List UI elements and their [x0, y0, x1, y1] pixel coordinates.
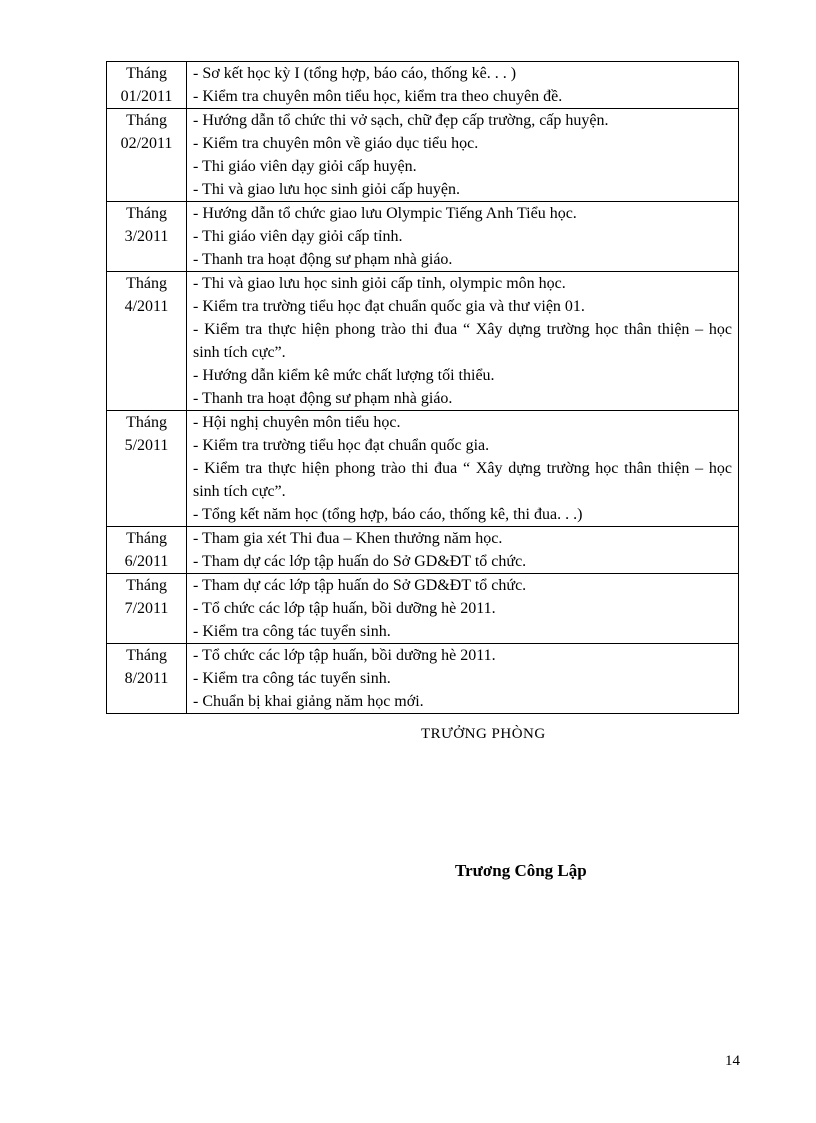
month-number: 6/2011	[124, 553, 169, 570]
month-cell	[107, 272, 187, 411]
month-cell	[107, 411, 187, 527]
month-label: Tháng	[126, 65, 167, 82]
task-item: - Tổ chức các lớp tập huấn, bồi dưỡng hè 2011.	[193, 600, 496, 617]
month-label: Tháng	[126, 205, 167, 222]
month-label: Tháng	[126, 414, 167, 431]
signature-name: Trương Công Lập	[455, 861, 587, 880]
task-item: - Kiểm tra chuyên môn về giáo dục tiểu học.	[193, 135, 479, 152]
task-item: - Thi giáo viên dạy giỏi cấp tỉnh.	[193, 228, 403, 245]
table-row	[107, 202, 739, 272]
tasks-cell	[187, 644, 739, 714]
task-item: - Tham gia xét Thi đua – Khen thưởng năm học.	[193, 530, 503, 547]
tasks-cell	[187, 202, 739, 272]
month-label: Tháng	[126, 112, 167, 129]
task-item: - Tổ chức các lớp tập huấn, bồi dưỡng hè 2011.	[193, 647, 496, 664]
task-item: - Hướng dẫn kiểm kê mức chất lượng tối thiểu.	[193, 367, 495, 384]
task-item: - Thi và giao lưu học sinh giỏi cấp tỉnh, olympic môn học.	[193, 275, 566, 292]
task-item: - Tham dự các lớp tập huấn do Sở GD&ĐT tổ chức.	[193, 553, 527, 570]
monthly-plan-table	[106, 61, 739, 714]
table-row	[107, 574, 739, 644]
month-number: 8/2011	[124, 670, 169, 687]
task-item: - Kiểm tra công tác tuyển sinh.	[193, 670, 391, 687]
task-item: - Hội nghị chuyên môn tiểu học.	[193, 414, 401, 431]
task-item: - Chuẩn bị khai giảng năm học mới.	[193, 693, 424, 710]
table-row	[107, 527, 739, 574]
table-row	[107, 272, 739, 411]
task-item: - Thanh tra hoạt động sư phạm nhà giáo.	[193, 390, 453, 407]
month-cell	[107, 527, 187, 574]
tasks-cell	[187, 527, 739, 574]
month-cell	[107, 644, 187, 714]
month-label: Tháng	[126, 577, 167, 594]
task-item: - Thi và giao lưu học sinh giỏi cấp huyện.	[193, 181, 460, 198]
task-item: - Kiểm tra thực hiện phong trào thi đua “ Xây dựng trường học thân thiện – học sinh tích cực”.	[193, 460, 732, 500]
task-item: - Kiểm tra công tác tuyển sinh.	[193, 623, 391, 640]
task-item: - Kiểm tra trường tiểu học đạt chuẩn quốc gia và thư viện 01.	[193, 298, 585, 315]
table-row	[107, 644, 739, 714]
month-cell	[107, 574, 187, 644]
task-item: - Thi giáo viên dạy giỏi cấp huyện.	[193, 158, 417, 175]
tasks-cell	[187, 62, 739, 109]
task-item: - Thanh tra hoạt động sư phạm nhà giáo.	[193, 251, 453, 268]
tasks-cell	[187, 272, 739, 411]
task-item: - Tham dự các lớp tập huấn do Sở GD&ĐT tổ chức.	[193, 577, 527, 594]
month-number: 5/2011	[124, 437, 169, 454]
plan-table-body	[107, 62, 739, 714]
table-row	[107, 62, 739, 109]
page-number: 14	[725, 1053, 740, 1069]
month-cell	[107, 109, 187, 202]
task-item: - Sơ kết học kỳ I (tổng hợp, báo cáo, thống kê. . . )	[193, 65, 517, 82]
month-number: 4/2011	[124, 298, 169, 315]
month-label: Tháng	[126, 647, 167, 664]
table-row	[107, 109, 739, 202]
month-cell	[107, 62, 187, 109]
month-number: 7/2011	[124, 600, 169, 617]
month-number: 01/2011	[120, 88, 173, 105]
tasks-cell	[187, 574, 739, 644]
task-item: - Tổng kết năm học (tổng hợp, báo cáo, thống kê, thi đua. . .)	[193, 506, 583, 523]
tasks-cell	[187, 411, 739, 527]
task-item: - Hướng dẫn tổ chức giao lưu Olympic Tiếng Anh Tiểu học.	[193, 205, 577, 222]
month-label: Tháng	[126, 530, 167, 547]
task-item: - Kiểm tra chuyên môn tiểu học, kiểm tra theo chuyên đề.	[193, 88, 563, 105]
task-item: - Kiểm tra thực hiện phong trào thi đua “ Xây dựng trường học thân thiện – học sinh tích cực”.	[193, 321, 732, 361]
month-number: 02/2011	[120, 135, 173, 152]
table-row	[107, 411, 739, 527]
month-label: Tháng	[126, 275, 167, 292]
task-item: - Kiểm tra trường tiểu học đạt chuẩn quốc gia.	[193, 437, 490, 454]
month-cell	[107, 202, 187, 272]
task-item: - Hướng dẫn tổ chức thi vở sạch, chữ đẹp cấp trường, cấp huyện.	[193, 112, 609, 129]
month-number: 3/2011	[124, 228, 169, 245]
signature-title: TRƯỞNG PHÒNG	[421, 726, 546, 742]
tasks-cell	[187, 109, 739, 202]
